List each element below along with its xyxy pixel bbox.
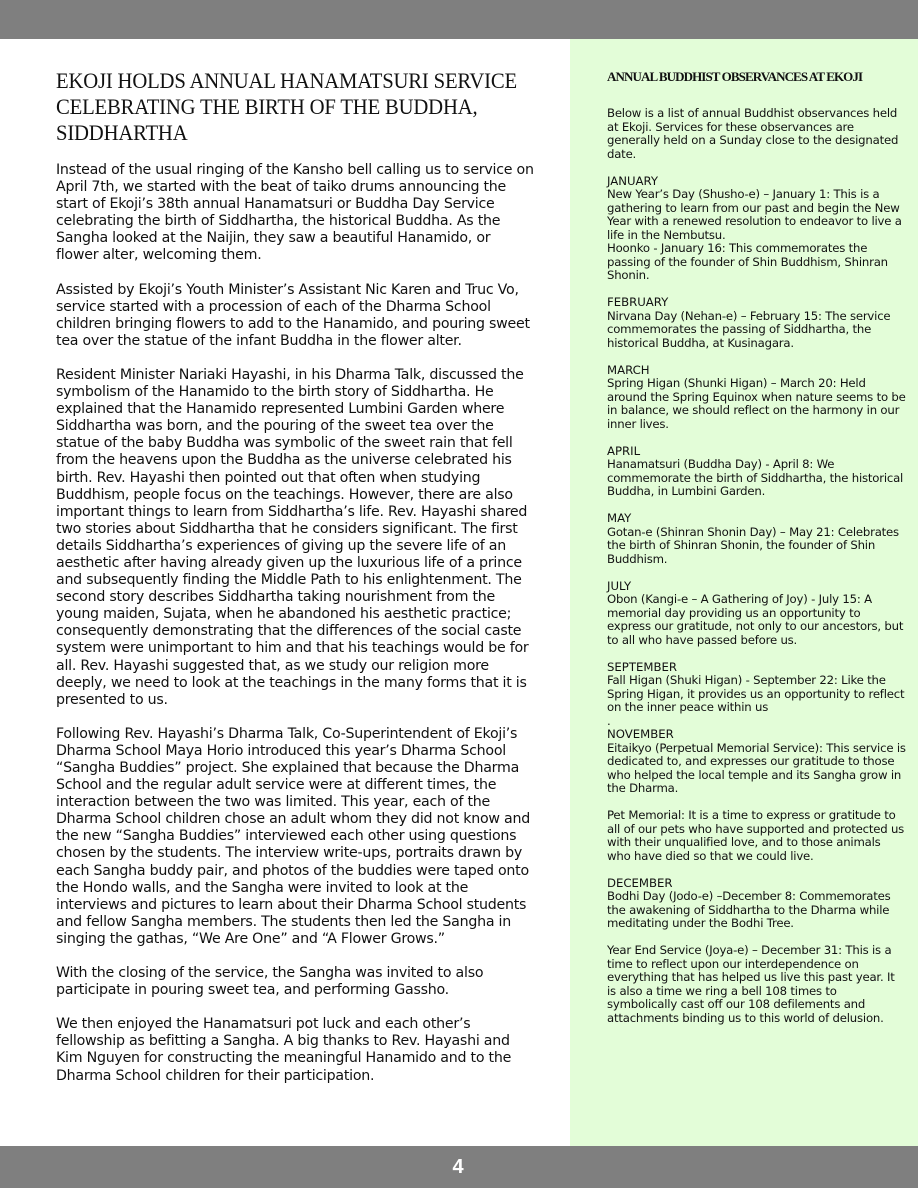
month-november — [607, 728, 907, 863]
month-may — [607, 512, 907, 566]
observances-sidebar — [570, 39, 918, 1146]
article-paragraph: Instead of the usual ringing of the Kansho bell calling us to service on April 7th, we started with the beat of taiko drums announcing the start of Ekoji’s 38th annual Hanamatsuri or Buddha Day Service celebrating the birth of Siddhartha, the historical Buddha. As the Sangha looked at the Naijin, they saw a beautiful Hanamido, or flower alter, welcoming them. — [56, 162, 534, 264]
article-paragraph: We then enjoyed the Hanamatsuri pot luck and each other’s fellowship as befitting a Sangha. A big thanks to Rev. Hayashi and Kim Nguyen for constructing the meaningful Hanamido and to the Dharma School children for their participation. — [56, 1016, 512, 1084]
month-heading: JULY — [607, 578, 632, 593]
month-january — [607, 175, 907, 283]
observance-entry: Fall Higan (Shuki Higan) - September 22: Like the Spring Higan, it provides us an opportunity to reflect on the inner peace within us — [607, 673, 905, 714]
footer-bar — [0, 1146, 918, 1188]
month-july — [607, 580, 907, 648]
observance-entry: Gotan-e (Shinran Shonin Day) – May 21: Celebrates the birth of Shinran Shonin, the founder of Shin Buddhism. — [607, 524, 899, 566]
header-bar — [0, 0, 918, 39]
observance-entry: Bodhi Day (Jodo-e) –December 8: Commemorates the awakening of Siddhartha to the Dharma while meditating under the Bodhi Tree. — [607, 889, 891, 930]
observance-entry: Eitaikyo (Perpetual Memorial Service): This service is dedicated to, and expresses our gratitude to those who helped the local temple and its Sangha grow in the Dharma. — [607, 740, 906, 795]
observance-entry: Hoonko - January 16: This commemorates the passing of the founder of Shin Buddhism, Shinran Shonin. — [607, 241, 888, 282]
month-heading: NOVEMBER — [607, 727, 674, 741]
observance-entry: Nirvana Day (Nehan-e) – February 15: The service commemorates the passing of Siddhartha, the historical Buddha, at Kusinagara. — [607, 308, 891, 350]
article-title: EKOJI HOLDS ANNUAL HANAMATSURI SERVICE CELEBRATING THE BIRTH OF THE BUDDHA, SIDDHARTHA — [56, 68, 517, 145]
sidebar-title: ANNUAL BUDDHIST OBSERVANCES AT EKOJI — [607, 69, 863, 84]
article-paragraph: Assisted by Ekoji’s Youth Minister’s Assistant Nic Karen and Truc Vo, service started with a procession of each of the Dharma School children bringing flowers to add to the Hanamido, and pouring sweet tea over the statue of the infant Buddha in the flower alter. — [56, 281, 530, 349]
month-heading: MARCH — [607, 362, 650, 377]
month-february — [607, 296, 907, 350]
month-september — [607, 661, 907, 729]
month-december — [607, 877, 907, 1026]
month-march — [607, 364, 907, 432]
article-paragraph: With the closing of the service, the Sangha was invited to also participate in pouring sweet tea, and performing Gassho. — [56, 965, 484, 999]
month-heading: MAY — [607, 511, 632, 525]
observance-entry: New Year’s Day (Shusho-e) – January 1: This is a gathering to learn from our past and begin the New Year with a renewed resolution to endeavor to live a life in the Nembutsu. — [607, 187, 902, 242]
month-heading: APRIL — [607, 443, 641, 458]
observance-entry: Year End Service (Joya-e) – December 31: This is a time to reflect upon our interdependence on everything that has helped us live this past year. It is also a time we ring a bell 108 times to symbolically cast off our 108 defilements and attachments binding us to this world of delusion. — [607, 943, 895, 1025]
observance-entry: Pet Memorial: It is a time to express or gratitude to all of our pets who have supported and protected us with their unqualified love, and to those animals who have died so that we could live. — [607, 808, 905, 863]
month-heading: DECEMBER — [607, 875, 673, 890]
article-paragraph: Following Rev. Hayashi’s Dharma Talk, Co-Superintendent of Ekoji’s Dharma School Maya Horio introduced this year’s Dharma School “Sangha Buddies” project. She explained that because the Dharma School and the regular adult service were at different times, the interaction between the two was limited. This year, each of the Dharma School children chose an adult whom they did not know and the new “Sangha Buddies” interviewed each other using questions chosen by the students. The interview write-ups, portraits drawn by each Sangha buddy pair, and photos of the buddies were taped onto the Hondo walls, and the Sangha were invited to look at the interviews and pictures to learn about their Dharma School students and fellow Sangha members. The students then led the Sangha in singing the gathas, “We Are One” and “A Flower Grows.” — [56, 725, 530, 947]
stray-period: . — [607, 713, 611, 728]
sidebar-intro: Below is a list of annual Buddhist observances held at Ekoji. Services for these observances are generally held on a Sunday close to the designated date. — [607, 106, 899, 161]
page-number: 4 — [452, 1155, 464, 1178]
observance-entry: Obon (Kangi-e – A Gathering of Joy) - July 15: A memorial day providing us an opportunity to express our gratitude, not only to our ancestors, but to all who have passed before us. — [607, 592, 904, 647]
observance-entry: Spring Higan (Shunki Higan) – March 20: Held around the Spring Equinox when nature seems to be in balance, we should reflect on the harmony in our inner lives. — [607, 376, 906, 431]
month-heading: SEPTEMBER — [607, 659, 677, 674]
month-heading: JANUARY — [607, 173, 659, 188]
article-paragraph: Resident Minister Nariaki Hayashi, in his Dharma Talk, discussed the symbolism of the Hanamido to the birth story of Siddhartha. He explained that the Hanamido represented Lumbini Garden where Siddhartha was born, and the pouring of the sweet tea over the statue of the baby Buddha was symbolic of the sweet rain that fell from the heavens upon the Buddha as the universe celebrated his birth. Rev. Hayashi then pointed out that often when studying Buddhism, people focus on the teachings. However, there are also important things to learn from Siddhartha’s life. Rev. Hayashi shared two stories about Siddhartha that he considers significant. The first details Siddhartha’s experiences of giving up the severe life of an aesthetic after having already given up the luxurious life of a prince and subsequently finding the Middle Path to his enlightenment. The second story describes Siddhartha taking nourishment from the young maiden, Sujata, when he abandoned his aesthetic practice; consequently demonstrating that the differences of the social caste system were unimportant to him and that his teachings would be for all. Rev. Hayashi suggested that, as we study our religion more deeply, we need to look at the teachings in the many forms that it is presented to us. — [56, 366, 529, 708]
article — [56, 68, 536, 1102]
article-body — [56, 162, 536, 1085]
month-heading: FEBRUARY — [607, 295, 669, 309]
observance-entry: Hanamatsuri (Buddha Day) - April 8: We commemorate the birth of Siddhartha, the historical Buddha, in Lumbini Garden. — [607, 457, 904, 498]
month-april — [607, 445, 907, 499]
